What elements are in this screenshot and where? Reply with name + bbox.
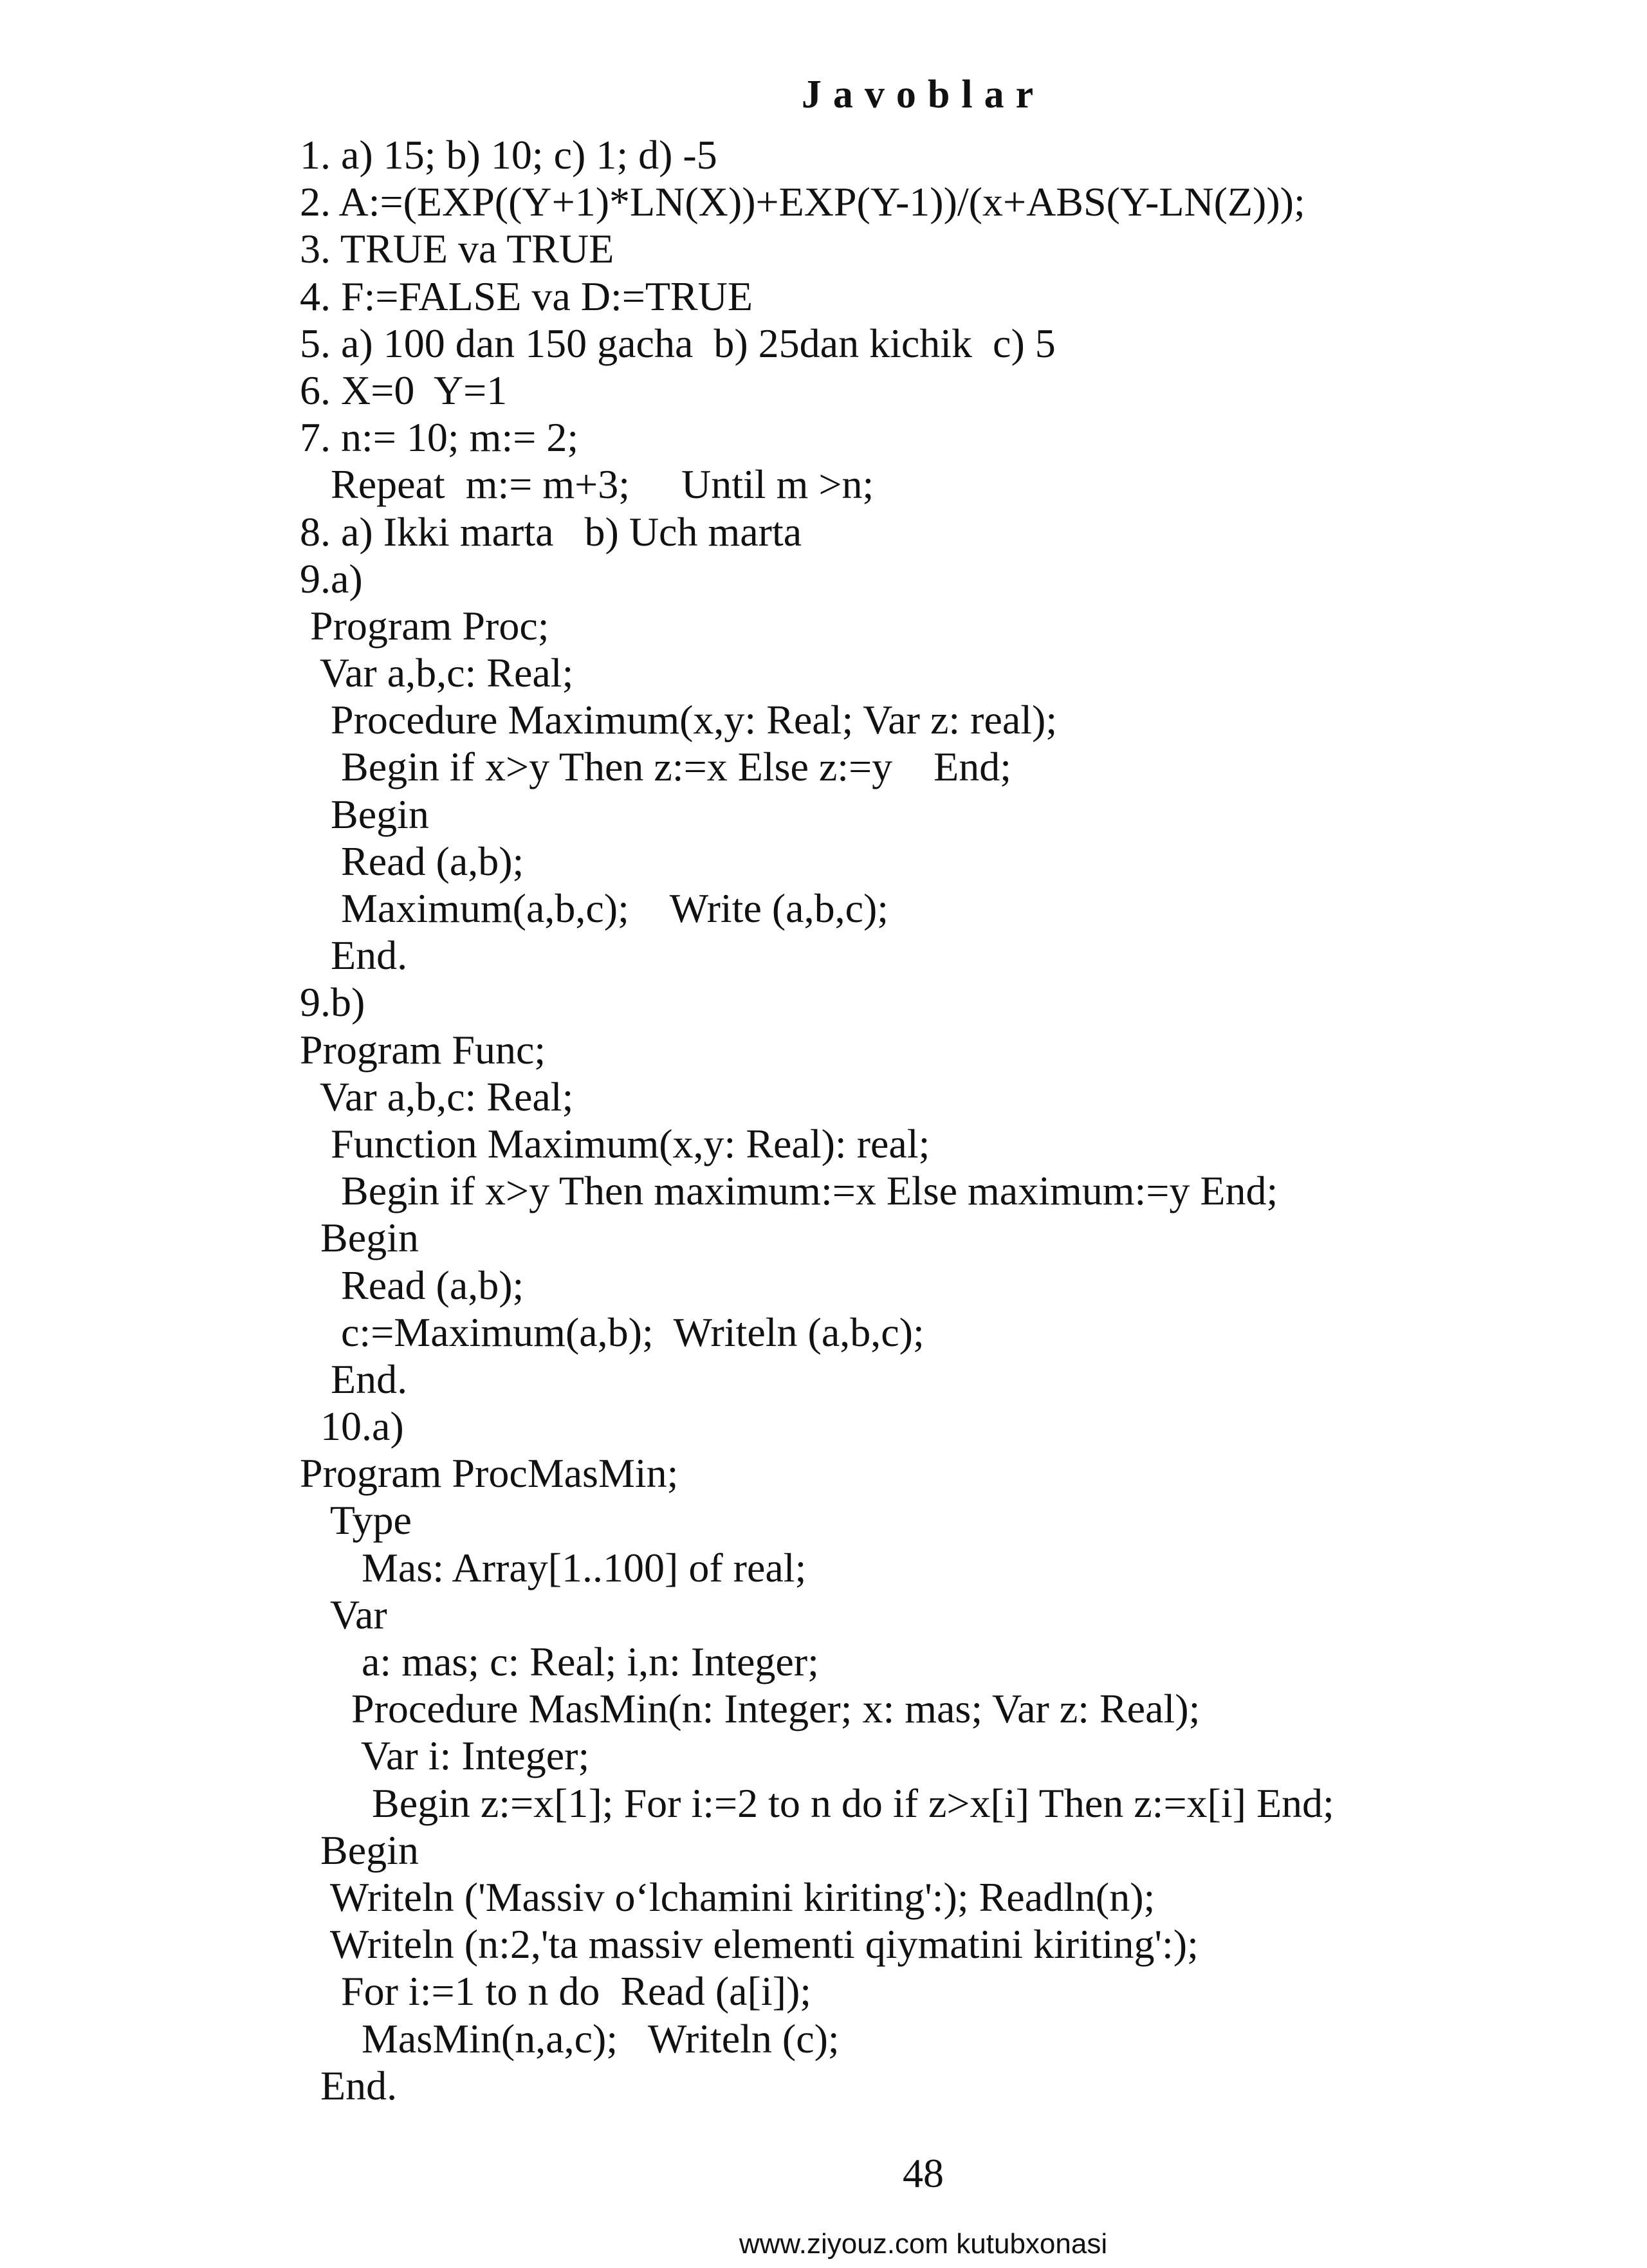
text-line: Writeln ('Massiv o‘lchamini kiriting':); Readln(n); [300,1874,1155,1920]
text-line: Type [300,1497,412,1544]
text-line: 9.b) [300,979,365,1026]
text-line: Program Proc; [300,602,549,649]
text-line: 6. X=0 Y=1 [300,367,508,413]
text-line: a: mas; c: Real; i,n: Integer; [300,1639,819,1684]
text-line: End. [300,932,408,979]
text-line: Procedure MasMin(n: Integer; x: mas; Var z: Real); [300,1686,1201,1732]
text-line: Mas: Array[1..100] of real; [300,1544,807,1590]
text-line: MasMin(n,a,c); Writeln (c); [300,2015,840,2061]
text-line: Read (a,b); [300,1262,524,1308]
text-line: Begin [300,1215,419,1261]
text-line: Var i: Integer; [300,1733,590,1779]
text-line: Read (a,b); [300,838,524,884]
text-line: End. [300,2062,398,2108]
text-line: Var a,b,c: Real; [300,1073,574,1120]
page-number: 48 [903,2150,944,2196]
text-line: Begin if x>y Then z:=x Else z:=y End; [300,744,1012,790]
text-line: 1. a) 15; b) 10; c) 1; d) -5 [300,132,717,178]
text-line: Var [300,1591,387,1637]
text-line: 5. a) 100 dan 150 gacha b) 25dan kichik c) 5 [300,320,1056,366]
text-line: c:=Maximum(a,b); Writeln (a,b,c); [300,1309,925,1355]
text-line: 10.a) [300,1403,404,1450]
text-line: Program ProcMasMin; [300,1450,679,1497]
text-line: 2. A:=(EXP((Y+1)*LN(X))+EXP(Y-1))/(x+ABS(Y-LN(Z))); [300,179,1305,225]
page-title: Javoblar [801,73,1045,116]
answers-text-block [300,131,1587,2109]
text-line: 7. n:= 10; m:= 2; [300,414,579,461]
text-line: For i:=1 to n do Read (a[i]); [300,1968,812,2014]
text-line: Begin if x>y Then maximum:=x Else maximum:=y End; [300,1168,1278,1214]
text-line: End. [300,1356,408,1402]
text-line: Var a,b,c: Real; [300,650,574,696]
text-line: Begin [300,791,429,837]
text-line: Repeat m:= m+3; Until m >n; [300,461,874,508]
text-line: 3. TRUE va TRUE [300,226,614,272]
text-line: 8. a) Ikki marta b) Uch marta [300,508,802,555]
text-line: Maximum(a,b,c); Write (a,b,c); [300,885,889,931]
text-line: Begin z:=x[1]; For i:=2 to n do if z>x[i] Then z:=x[i] End; [300,1780,1334,1826]
text-line: Function Maximum(x,y: Real): real; [300,1120,930,1166]
text-line: Program Func; [300,1026,546,1073]
footer-website[interactable]: www.ziyouz.com kutubxonasi [739,2228,1108,2260]
text-line: Writeln (n:2,'ta massiv elementi qiymatini kiriting':); [300,1921,1199,1968]
text-line: Procedure Maximum(x,y: Real; Var z: real); [300,697,1058,743]
text-line: Begin [300,1827,419,1873]
text-line: 4. F:=FALSE va D:=TRUE [300,273,753,319]
text-line: 9.a) [300,555,363,602]
